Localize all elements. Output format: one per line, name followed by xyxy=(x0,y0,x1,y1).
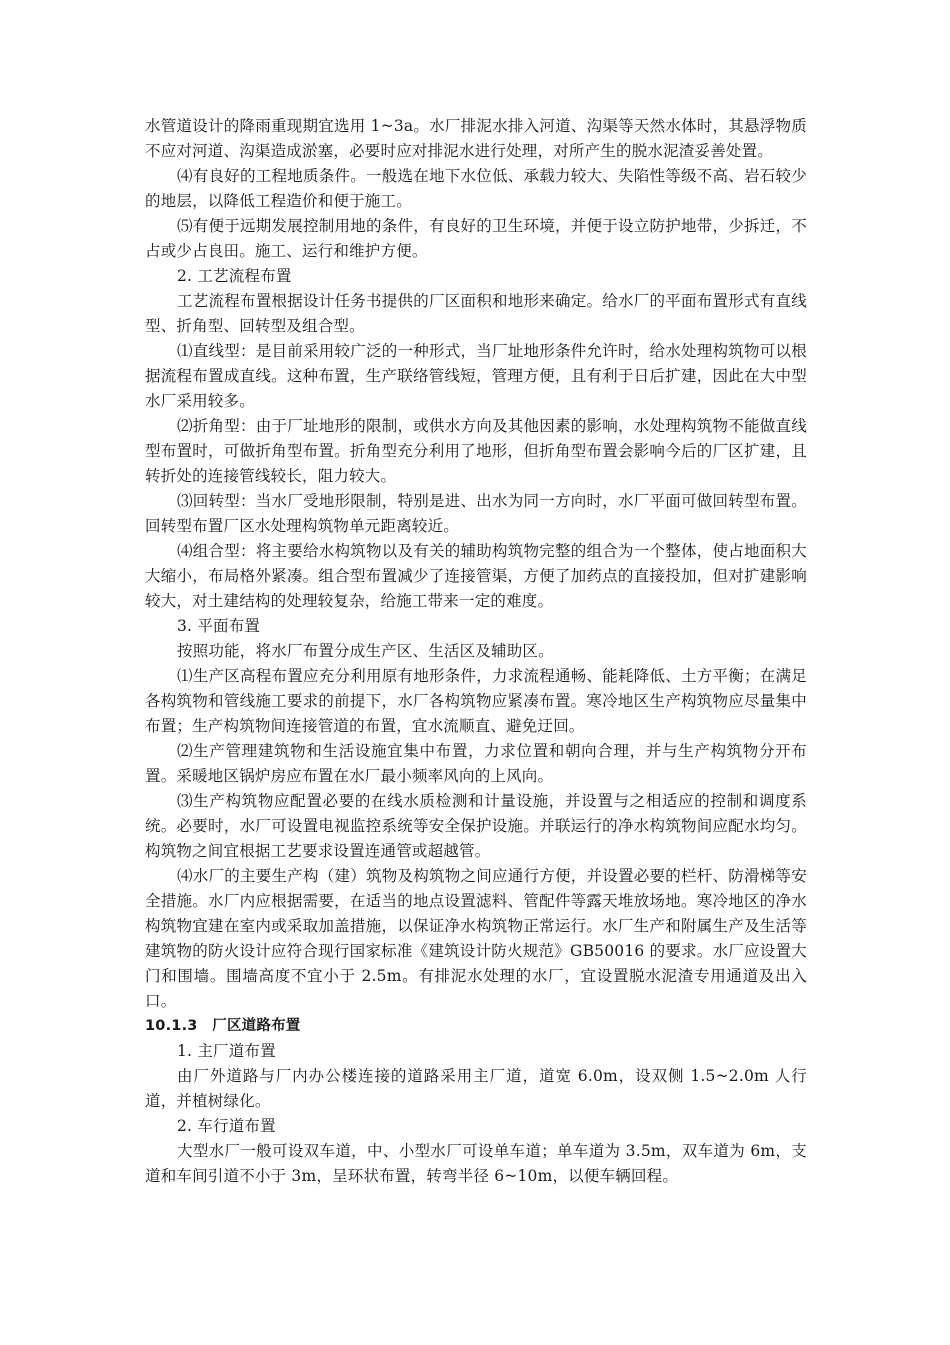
paragraph: ⑶生产构筑物应配置必要的在线水质检测和计量设施，并设置与之相适应的控制和调度系统。必要时，水厂可设置电视监控系统等安全保护设施。并联运行的净水构筑物间应配水均匀。构筑物之间宜根据工艺要求设置连通管或超越管。 xyxy=(145,792,807,860)
paragraph: ⑴直线型：是目前采用较广泛的一种形式，当厂址地形条件允许时，给水处理构筑物可以根据流程布置成直线。这种布置，生产联络管线短，管理方便，且有利于日后扩建，因此在大中型水厂采用较多。 xyxy=(145,342,807,410)
paragraph: 由厂外道路与厂内办公楼连接的道路采用主厂道，道宽 6.0m，设双侧 1.5~2.0m 人行道，并植树绿化。 xyxy=(145,1067,807,1110)
paragraph: 水管道设计的降雨重现期宜选用 1~3a。水厂排泥水排入河道、沟渠等天然水体时，其悬浮物质不应对河道、沟渠造成淤塞，必要时应对排泥水进行处理，对所产生的脱水泥渣妥善处置。 xyxy=(145,117,807,160)
subsection-title: 3. 平面布置 xyxy=(177,617,261,635)
paragraph: 按照功能，将水厂布置分成生产区、生活区及辅助区。 xyxy=(177,642,554,660)
paragraph: ⑸有便于远期发展控制用地的条件，有良好的卫生环境，并便于设立防护地带，少拆迁，不占或少占良田。施工、运行和维护方便。 xyxy=(145,217,807,260)
paragraph: ⑷水厂的主要生产构（建）筑物及构筑物之间应通行方便，并设置必要的栏杆、防滑梯等安全措施。水厂内应根据需要，在适当的地点设置滤料、管配件等露天堆放场地。寒冷地区的净水构筑物宜建在室内或采取加盖措施，以保证净水构筑物正常运行。水厂生产和附属生产及生活等建筑物的防火设计应符合现行国家标准《建筑设计防火规范》GB50016 的要求。水厂应设置大门和围墙。围墙高度不宜小于 2.5m。有排泥水处理的水厂，宜设置脱水泥渣专用通道及出入口。 xyxy=(145,867,807,1010)
paragraph: ⑶回转型：当水厂受地形限制，特别是进、出水为同一方向时，水厂平面可做回转型布置。回转型布置厂区水处理构筑物单元距离较近。 xyxy=(145,492,807,535)
paragraph: ⑷组合型：将主要给水构筑物以及有关的辅助构筑物完整的组合为一个整体，使占地面积大大缩小，布局格外紧凑。组合型布置减少了连接管渠，方便了加药点的直接投加，但对扩建影响较大，对土建结构的处理较复杂，给施工带来一定的难度。 xyxy=(145,542,807,610)
subsection-title: 2. 工艺流程布置 xyxy=(177,267,292,285)
document-body xyxy=(145,114,807,1189)
section-heading: 10.1.3 厂区道路布置 xyxy=(145,1018,301,1034)
subsection-title: 2. 车行道布置 xyxy=(177,1117,276,1135)
paragraph: ⑴生产区高程布置应充分利用原有地形条件，力求流程通畅、能耗降低、土方平衡；在满足各构筑物和管线施工要求的前提下，水厂各构筑物应紧凑布置。寒冷地区生产构筑物应尽量集中布置；生产构筑物间连接管道的布置，宜水流顺直、避免迂回。 xyxy=(145,667,807,735)
paragraph: ⑷有良好的工程地质条件。一般选在地下水位低、承载力较大、失陷性等级不高、岩石较少的地层，以降低工程造价和便于施工。 xyxy=(145,167,807,210)
paragraph: 大型水厂一般可设双车道，中、小型水厂可设单车道；单车道为 3.5m，双车道为 6m，支道和车间引道不小于 3m，呈环状布置，转弯半径 6~10m，以便车辆回程。 xyxy=(145,1142,807,1185)
paragraph: ⑵折角型：由于厂址地形的限制，或供水方向及其他因素的影响，水处理构筑物不能做直线型布置时，可做折角型布置。折角型充分利用了地形，但折角型布置会影响今后的厂区扩建，且转折处的连接管线较长，阻力较大。 xyxy=(145,417,807,485)
paragraph: 工艺流程布置根据设计任务书提供的厂区面积和地形来确定。给水厂的平面布置形式有直线型、折角型、回转型及组合型。 xyxy=(145,292,807,335)
paragraph: ⑵生产管理建筑物和生活设施宜集中布置，力求位置和朝向合理，并与生产构筑物分开布置。采暖地区锅炉房应布置在水厂最小频率风向的上风向。 xyxy=(145,742,807,785)
subsection-title: 1. 主厂道布置 xyxy=(177,1042,276,1060)
